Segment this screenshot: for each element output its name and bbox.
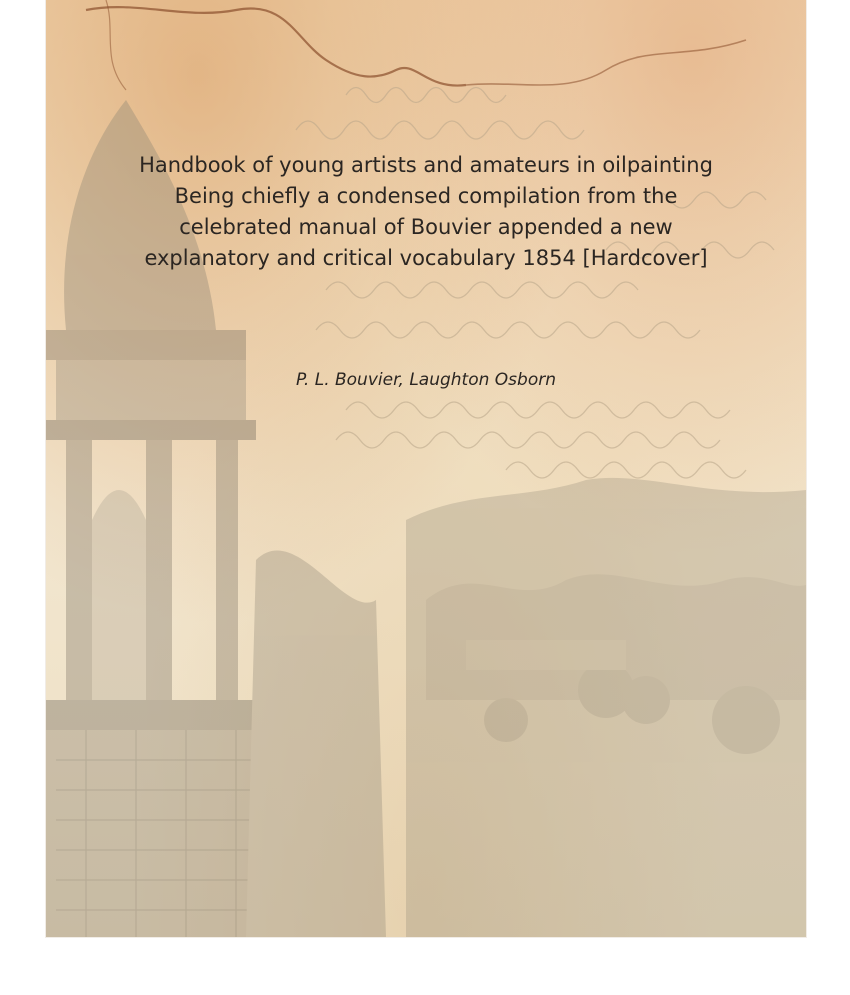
book-authors: P. L. Bouvier, Laughton Osborn (296, 370, 556, 390)
book-title-line: Being chiefly a condensed compilation from the (174, 184, 678, 208)
book-cover (46, 0, 806, 937)
handwriting-watermark (296, 88, 774, 479)
paper-crack (106, 0, 126, 90)
paper-crack (466, 40, 746, 85)
book-title-line: Handbook of young artists and amateurs in oilpainting (139, 153, 713, 177)
book-title-line: celebrated manual of Bouvier appended a new (179, 215, 673, 239)
landscape-illustration (406, 478, 806, 937)
cover-illustration (46, 0, 806, 937)
paper-crack (86, 7, 466, 85)
book-title (46, 150, 806, 274)
book-title-line: explanatory and critical vocabulary 1854 [Hardcover] (144, 246, 708, 270)
